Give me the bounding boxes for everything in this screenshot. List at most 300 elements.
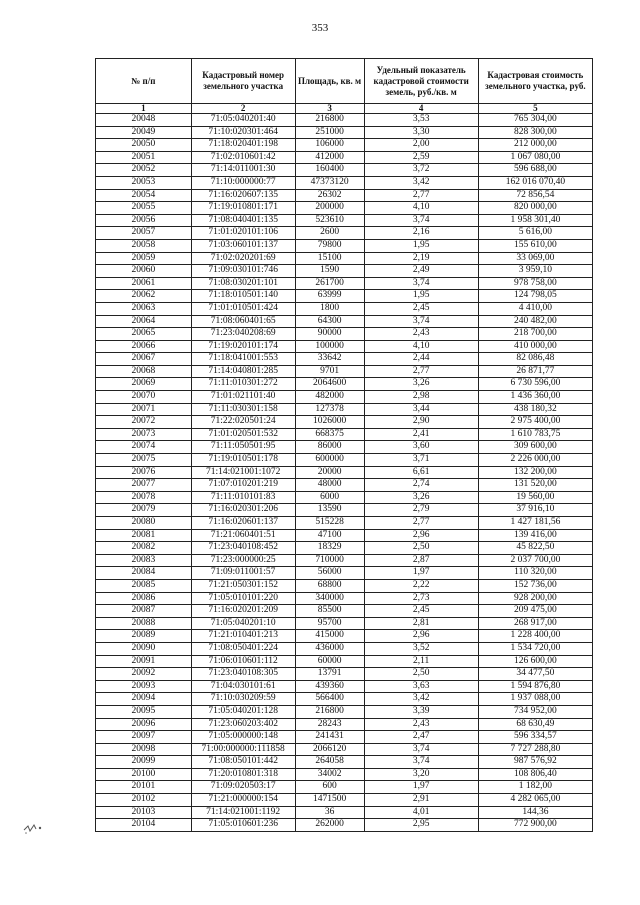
unit-value-cell: 2,43 <box>364 718 478 731</box>
unit-value-cell: 3,71 <box>364 454 478 467</box>
unit-value-cell: 2,79 <box>364 504 478 517</box>
cadastral-value-table <box>95 58 593 832</box>
cadastral-number-cell: 71:11:030301:158 <box>191 403 295 416</box>
row-number-cell: 20092 <box>96 668 192 681</box>
cadastral-number-cell: 71:04:030101:61 <box>191 680 295 693</box>
row-number-cell: 20067 <box>96 353 192 366</box>
cadastral-value-cell: 1 937 088,00 <box>478 693 592 706</box>
cadastral-value-cell: 1 228 400,00 <box>478 630 592 643</box>
table-row <box>96 592 593 605</box>
unit-value-cell: 1,95 <box>364 290 478 303</box>
unit-value-cell: 3,74 <box>364 743 478 756</box>
table-row <box>96 504 593 517</box>
cadastral-value-cell: 68 630,49 <box>478 718 592 731</box>
unit-value-cell: 2,98 <box>364 391 478 404</box>
cadastral-number-cell: 71:01:020101:106 <box>191 227 295 240</box>
area-cell: 216800 <box>295 114 364 127</box>
cadastral-value-cell: 4 410,00 <box>478 302 592 315</box>
area-cell: 100000 <box>295 340 364 353</box>
cadastral-number-cell: 71:09:020503:17 <box>191 781 295 794</box>
cadastral-value-cell: 2 975 400,00 <box>478 416 592 429</box>
unit-value-cell: 4,01 <box>364 806 478 819</box>
cadastral-number-cell: 71:05:040201:128 <box>191 705 295 718</box>
cadastral-number-cell: 71:20:010801:318 <box>191 768 295 781</box>
cadastral-value-cell: 1 436 360,00 <box>478 391 592 404</box>
cadastral-value-cell: 209 475,00 <box>478 605 592 618</box>
table-header-row <box>96 59 593 104</box>
row-number-cell: 20077 <box>96 479 192 492</box>
area-cell: 85500 <box>295 605 364 618</box>
row-number-cell: 20091 <box>96 655 192 668</box>
cadastral-value-cell: 438 180,32 <box>478 403 592 416</box>
cadastral-value-cell: 82 086,48 <box>478 353 592 366</box>
area-cell: 566400 <box>295 693 364 706</box>
row-number-cell: 20083 <box>96 554 192 567</box>
unit-value-cell: 3,30 <box>364 126 478 139</box>
area-cell: 47100 <box>295 529 364 542</box>
cadastral-value-cell: 162 016 070,40 <box>478 176 592 189</box>
cadastral-value-cell: 734 952,00 <box>478 705 592 718</box>
row-number-cell: 20063 <box>96 302 192 315</box>
cadastral-value-cell: 110 320,00 <box>478 567 592 580</box>
cadastral-value-cell: 108 806,40 <box>478 768 592 781</box>
cadastral-value-cell: 45 822,50 <box>478 542 592 555</box>
row-number-cell: 20090 <box>96 642 192 655</box>
cadastral-number-cell: 71:18:020401:198 <box>191 139 295 152</box>
unit-value-cell: 2,74 <box>364 479 478 492</box>
table-row <box>96 265 593 278</box>
area-cell: 79800 <box>295 239 364 252</box>
unit-value-cell: 2,47 <box>364 731 478 744</box>
cadastral-number-cell: 71:19:010501:178 <box>191 454 295 467</box>
unit-value-cell: 3,39 <box>364 705 478 718</box>
unit-value-cell: 3,72 <box>364 164 478 177</box>
cadastral-number-cell: 71:23:040208:69 <box>191 328 295 341</box>
cadastral-value-cell: 828 300,00 <box>478 126 592 139</box>
area-cell: 2600 <box>295 227 364 240</box>
cadastral-value-cell: 4 282 065,00 <box>478 794 592 807</box>
margin-scribble-mark <box>22 820 46 836</box>
table-row <box>96 151 593 164</box>
row-number-cell: 20099 <box>96 756 192 769</box>
row-number-cell: 20054 <box>96 189 192 202</box>
table-row <box>96 277 593 290</box>
row-number-cell: 20102 <box>96 794 192 807</box>
header-unit-value: Удельный показатель кадастровой стоимости земель, руб./кв. м <box>364 59 478 104</box>
table-row <box>96 214 593 227</box>
row-number-cell: 20101 <box>96 781 192 794</box>
row-number-cell: 20073 <box>96 428 192 441</box>
cadastral-number-cell: 71:16:020301:206 <box>191 504 295 517</box>
cadastral-value-cell: 37 916,10 <box>478 504 592 517</box>
table-row <box>96 554 593 567</box>
area-cell: 36 <box>295 806 364 819</box>
row-number-cell: 20086 <box>96 592 192 605</box>
table-row <box>96 403 593 416</box>
cadastral-value-cell: 33 069,00 <box>478 252 592 265</box>
area-cell: 13590 <box>295 504 364 517</box>
table-row <box>96 705 593 718</box>
cadastral-number-cell: 71:06:010601:112 <box>191 655 295 668</box>
table-row <box>96 252 593 265</box>
cadastral-number-cell: 71:05:010601:236 <box>191 819 295 832</box>
unit-value-cell: 2,96 <box>364 529 478 542</box>
cadastral-value-cell: 309 600,00 <box>478 441 592 454</box>
unit-value-cell: 2,19 <box>364 252 478 265</box>
row-number-cell: 20051 <box>96 151 192 164</box>
cadastral-value-cell: 1 427 181,56 <box>478 517 592 530</box>
table-row <box>96 378 593 391</box>
row-number-cell: 20069 <box>96 378 192 391</box>
table-row <box>96 642 593 655</box>
unit-value-cell: 2,96 <box>364 630 478 643</box>
unit-value-cell: 2,41 <box>364 428 478 441</box>
area-cell: 1026000 <box>295 416 364 429</box>
area-cell: 90000 <box>295 328 364 341</box>
cadastral-value-cell: 5 616,00 <box>478 227 592 240</box>
area-cell: 20000 <box>295 466 364 479</box>
cadastral-number-cell: 71:10:000000:77 <box>191 176 295 189</box>
table-row <box>96 768 593 781</box>
cadastral-value-cell: 596 688,00 <box>478 164 592 177</box>
table-row <box>96 517 593 530</box>
unit-value-cell: 2,44 <box>364 353 478 366</box>
row-number-cell: 20104 <box>96 819 192 832</box>
cadastral-number-cell: 71:14:021001:1072 <box>191 466 295 479</box>
cadastral-number-cell: 71:05:010101:220 <box>191 592 295 605</box>
row-number-cell: 20066 <box>96 340 192 353</box>
unit-value-cell: 2,90 <box>364 416 478 429</box>
area-cell: 48000 <box>295 479 364 492</box>
cadastral-value-cell: 126 600,00 <box>478 655 592 668</box>
row-number-cell: 20097 <box>96 731 192 744</box>
area-cell: 1471500 <box>295 794 364 807</box>
table-row <box>96 176 593 189</box>
area-cell: 200000 <box>295 202 364 215</box>
column-number: 4 <box>364 104 478 114</box>
area-cell: 710000 <box>295 554 364 567</box>
cadastral-number-cell: 71:05:000000:148 <box>191 731 295 744</box>
unit-value-cell: 2,91 <box>364 794 478 807</box>
unit-value-cell: 3,44 <box>364 403 478 416</box>
cadastral-number-cell: 71:07:010201:219 <box>191 479 295 492</box>
cadastral-number-cell: 71:09:011001:57 <box>191 567 295 580</box>
row-number-cell: 20076 <box>96 466 192 479</box>
row-number-cell: 20050 <box>96 139 192 152</box>
unit-value-cell: 2,77 <box>364 189 478 202</box>
table-row <box>96 466 593 479</box>
cadastral-number-cell: 71:23:040108:452 <box>191 542 295 555</box>
cadastral-number-cell: 71:09:030101:746 <box>191 265 295 278</box>
area-cell: 241431 <box>295 731 364 744</box>
cadastral-number-cell: 71:16:020601:137 <box>191 517 295 530</box>
cadastral-number-cell: 71:19:010801:171 <box>191 202 295 215</box>
area-cell: 13791 <box>295 668 364 681</box>
cadastral-value-cell: 1 182,00 <box>478 781 592 794</box>
cadastral-number-cell: 71:03:060101:137 <box>191 239 295 252</box>
row-number-cell: 20098 <box>96 743 192 756</box>
table-row <box>96 819 593 832</box>
cadastral-value-cell: 1 067 080,00 <box>478 151 592 164</box>
area-cell: 439360 <box>295 680 364 693</box>
cadastral-number-cell: 71:11:010101:83 <box>191 491 295 504</box>
page-number: 353 <box>311 22 329 34</box>
cadastral-number-cell: 71:21:000000:154 <box>191 794 295 807</box>
cadastral-value-cell: 155 610,00 <box>478 239 592 252</box>
unit-value-cell: 3,53 <box>364 114 478 127</box>
table-row <box>96 731 593 744</box>
header-cadastral-number: Кадастровый номер земельного участка <box>191 59 295 104</box>
cadastral-value-cell: 2 226 000,00 <box>478 454 592 467</box>
cadastral-value-cell: 3 959,10 <box>478 265 592 278</box>
area-cell: 47373120 <box>295 176 364 189</box>
cadastral-value-cell: 1 594 876,80 <box>478 680 592 693</box>
area-cell: 18329 <box>295 542 364 555</box>
row-number-cell: 20053 <box>96 176 192 189</box>
table-row <box>96 794 593 807</box>
table-row <box>96 806 593 819</box>
table-row <box>96 189 593 202</box>
cadastral-number-cell: 71:05:040201:10 <box>191 617 295 630</box>
unit-value-cell: 3,74 <box>364 277 478 290</box>
area-cell: 262000 <box>295 819 364 832</box>
cadastral-number-cell: 71:08:050101:442 <box>191 756 295 769</box>
row-number-cell: 20094 <box>96 693 192 706</box>
table-row <box>96 365 593 378</box>
cadastral-value-cell: 19 560,00 <box>478 491 592 504</box>
unit-value-cell: 3,52 <box>364 642 478 655</box>
header-row-number: № п/п <box>96 59 192 104</box>
unit-value-cell: 2,00 <box>364 139 478 152</box>
cadastral-number-cell: 71:08:060401:65 <box>191 315 295 328</box>
unit-value-cell: 2,77 <box>364 517 478 530</box>
row-number-cell: 20048 <box>96 114 192 127</box>
unit-value-cell: 3,63 <box>364 680 478 693</box>
row-number-cell: 20071 <box>96 403 192 416</box>
cadastral-value-cell: 978 758,00 <box>478 277 592 290</box>
row-number-cell: 20087 <box>96 605 192 618</box>
area-cell: 2064600 <box>295 378 364 391</box>
unit-value-cell: 2,49 <box>364 265 478 278</box>
table-row <box>96 781 593 794</box>
cadastral-number-cell: 71:11:050501:95 <box>191 441 295 454</box>
area-cell: 216800 <box>295 705 364 718</box>
table-row <box>96 391 593 404</box>
cadastral-value-cell: 218 700,00 <box>478 328 592 341</box>
cadastral-number-cell: 71:02:010601:42 <box>191 151 295 164</box>
cadastral-number-cell: 71:08:050401:224 <box>191 642 295 655</box>
table-row <box>96 605 593 618</box>
row-number-cell: 20089 <box>96 630 192 643</box>
unit-value-cell: 3,26 <box>364 491 478 504</box>
area-cell: 264058 <box>295 756 364 769</box>
row-number-cell: 20100 <box>96 768 192 781</box>
area-cell: 251000 <box>295 126 364 139</box>
table-row <box>96 290 593 303</box>
cadastral-value-cell: 26 871,77 <box>478 365 592 378</box>
row-number-cell: 20060 <box>96 265 192 278</box>
table-row <box>96 680 593 693</box>
area-cell: 412000 <box>295 151 364 164</box>
table-row <box>96 743 593 756</box>
cadastral-number-cell: 71:14:011001:30 <box>191 164 295 177</box>
cadastral-number-cell: 71:23:040108:305 <box>191 668 295 681</box>
unit-value-cell: 2,81 <box>364 617 478 630</box>
table-row <box>96 441 593 454</box>
row-number-cell: 20075 <box>96 454 192 467</box>
table-row <box>96 567 593 580</box>
cadastral-value-cell: 132 200,00 <box>478 466 592 479</box>
table-row <box>96 718 593 731</box>
area-cell: 68800 <box>295 579 364 592</box>
unit-value-cell: 2,50 <box>364 668 478 681</box>
unit-value-cell: 1,97 <box>364 567 478 580</box>
row-number-cell: 20079 <box>96 504 192 517</box>
area-cell: 482000 <box>295 391 364 404</box>
cadastral-number-cell: 71:23:000000:25 <box>191 554 295 567</box>
unit-value-cell: 4,10 <box>364 340 478 353</box>
area-cell: 6000 <box>295 491 364 504</box>
unit-value-cell: 2,16 <box>364 227 478 240</box>
cadastral-value-cell: 928 200,00 <box>478 592 592 605</box>
row-number-cell: 20065 <box>96 328 192 341</box>
unit-value-cell: 6,61 <box>364 466 478 479</box>
header-area: Площадь, кв. м <box>295 59 364 104</box>
row-number-cell: 20052 <box>96 164 192 177</box>
area-cell: 415000 <box>295 630 364 643</box>
area-cell: 523610 <box>295 214 364 227</box>
row-number-cell: 20061 <box>96 277 192 290</box>
table-row <box>96 693 593 706</box>
cadastral-value-cell: 240 482,00 <box>478 315 592 328</box>
unit-value-cell: 2,22 <box>364 579 478 592</box>
cadastral-number-cell: 71:18:010501:140 <box>191 290 295 303</box>
cadastral-value-cell: 139 416,00 <box>478 529 592 542</box>
unit-value-cell: 3,20 <box>364 768 478 781</box>
cadastral-value-cell: 772 900,00 <box>478 819 592 832</box>
cadastral-number-cell: 71:08:040401:135 <box>191 214 295 227</box>
unit-value-cell: 2,77 <box>364 365 478 378</box>
cadastral-value-cell: 152 736,00 <box>478 579 592 592</box>
area-cell: 33642 <box>295 353 364 366</box>
cadastral-number-cell: 71:10:030209:59 <box>191 693 295 706</box>
unit-value-cell: 4,10 <box>364 202 478 215</box>
cadastral-number-cell: 71:22:020501:24 <box>191 416 295 429</box>
row-number-cell: 20084 <box>96 567 192 580</box>
row-number-cell: 20059 <box>96 252 192 265</box>
cadastral-number-cell: 71:05:040201:40 <box>191 114 295 127</box>
area-cell: 28243 <box>295 718 364 731</box>
area-cell: 127378 <box>295 403 364 416</box>
cadastral-number-cell: 71:01:020501:532 <box>191 428 295 441</box>
area-cell: 63999 <box>295 290 364 303</box>
table-row <box>96 164 593 177</box>
area-cell: 160400 <box>295 164 364 177</box>
table-row <box>96 579 593 592</box>
column-number: 5 <box>478 104 592 114</box>
row-number-cell: 20057 <box>96 227 192 240</box>
row-number-cell: 20068 <box>96 365 192 378</box>
cadastral-number-cell: 71:10:020301:464 <box>191 126 295 139</box>
cadastral-value-cell: 596 334,57 <box>478 731 592 744</box>
table-row <box>96 416 593 429</box>
area-cell: 668375 <box>295 428 364 441</box>
cadastral-number-cell: 71:18:041001:553 <box>191 353 295 366</box>
table-row <box>96 491 593 504</box>
table-row <box>96 227 593 240</box>
row-number-cell: 20074 <box>96 441 192 454</box>
row-number-cell: 20081 <box>96 529 192 542</box>
cadastral-number-cell: 71:21:060401:51 <box>191 529 295 542</box>
cadastral-value-cell: 1 610 783,75 <box>478 428 592 441</box>
cadastral-number-cell: 71:14:021001:1192 <box>191 806 295 819</box>
table-row <box>96 479 593 492</box>
row-number-cell: 20093 <box>96 680 192 693</box>
unit-value-cell: 2,43 <box>364 328 478 341</box>
unit-value-cell: 2,45 <box>364 302 478 315</box>
area-cell: 515228 <box>295 517 364 530</box>
cadastral-value-cell: 268 917,00 <box>478 617 592 630</box>
row-number-cell: 20088 <box>96 617 192 630</box>
cadastral-value-cell: 7 727 288,80 <box>478 743 592 756</box>
area-cell: 64300 <box>295 315 364 328</box>
column-number: 3 <box>295 104 364 114</box>
table-row <box>96 454 593 467</box>
table-row <box>96 126 593 139</box>
area-cell: 2066120 <box>295 743 364 756</box>
area-cell: 340000 <box>295 592 364 605</box>
area-cell: 600 <box>295 781 364 794</box>
area-cell: 60000 <box>295 655 364 668</box>
area-cell: 1800 <box>295 302 364 315</box>
table-row <box>96 655 593 668</box>
row-number-cell: 20070 <box>96 391 192 404</box>
area-cell: 95700 <box>295 617 364 630</box>
cadastral-value-cell: 765 304,00 <box>478 114 592 127</box>
cadastral-value-cell: 124 798,05 <box>478 290 592 303</box>
row-number-cell: 20096 <box>96 718 192 731</box>
unit-value-cell: 2,45 <box>364 605 478 618</box>
unit-value-cell: 3,74 <box>364 756 478 769</box>
unit-value-cell: 2,95 <box>364 819 478 832</box>
header-cadastral-value: Кадастровая стоимость земельного участка, руб. <box>478 59 592 104</box>
table-row <box>96 202 593 215</box>
cadastral-value-cell: 34 477,50 <box>478 668 592 681</box>
table-row <box>96 114 593 127</box>
table-row <box>96 315 593 328</box>
unit-value-cell: 2,50 <box>364 542 478 555</box>
cadastral-value-cell: 212 000,00 <box>478 139 592 152</box>
row-number-cell: 20095 <box>96 705 192 718</box>
area-cell: 600000 <box>295 454 364 467</box>
unit-value-cell: 2,87 <box>364 554 478 567</box>
table-row <box>96 630 593 643</box>
column-number-row <box>96 104 593 114</box>
cadastral-number-cell: 71:23:060203:402 <box>191 718 295 731</box>
column-number: 1 <box>96 104 192 114</box>
cadastral-value-cell: 987 576,92 <box>478 756 592 769</box>
cadastral-value-cell: 72 856,54 <box>478 189 592 202</box>
row-number-cell: 20085 <box>96 579 192 592</box>
area-cell: 1590 <box>295 265 364 278</box>
cadastral-number-cell: 71:21:050301:152 <box>191 579 295 592</box>
cadastral-number-cell: 71:08:030201:101 <box>191 277 295 290</box>
cadastral-number-cell: 71:02:020201:69 <box>191 252 295 265</box>
row-number-cell: 20062 <box>96 290 192 303</box>
cadastral-value-cell: 1 534 720,00 <box>478 642 592 655</box>
unit-value-cell: 1,95 <box>364 239 478 252</box>
table-row <box>96 302 593 315</box>
